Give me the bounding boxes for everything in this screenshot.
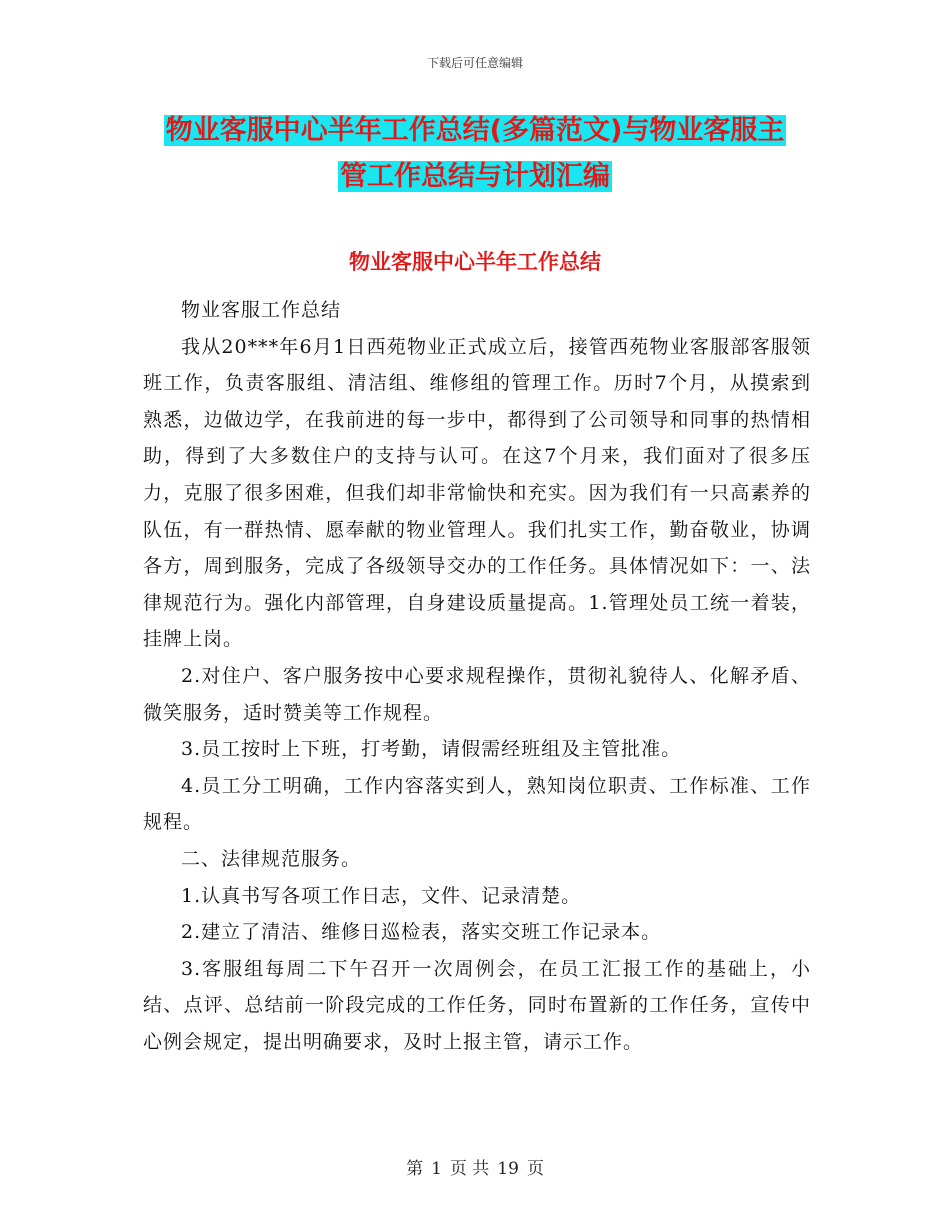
paragraph: 1.认真书写各项工作日志，文件、记录清楚。 bbox=[181, 884, 582, 907]
page-suffix: 页 bbox=[526, 1159, 544, 1179]
paragraph: 3.员工按时上下班，打考勤，请假需经班组及主管批准。 bbox=[181, 738, 682, 761]
paragraph: 4.员工分工明确，工作内容落实到人，熟知岗位职责、工作标准、工作规程。 bbox=[143, 774, 811, 834]
total-pages: 19 bbox=[497, 1159, 519, 1179]
paragraph: 物业客服工作总结 bbox=[181, 299, 342, 321]
title-line-1: 物业客服中心半年工作总结(多篇范文)与物业客服主 bbox=[165, 115, 785, 146]
paragraph: 二、法律规范服务。 bbox=[181, 847, 362, 870]
paragraph: 2.建立了清洁、维修日巡检表，落实交班工作记录本。 bbox=[181, 921, 662, 944]
paragraph: 2.对住户、客户服务按中心要求规程操作，贯彻礼貌待人、化解矛盾、微笑服务，适时赞美等工作规程。 bbox=[143, 664, 811, 724]
title-line-2: 管工作总结与计划汇编 bbox=[340, 161, 610, 192]
paragraph: 3.客服组每周二下午召开一次周例会，在员工汇报工作的基础上，小结、点评、总结前一阶段完成的工作任务，同时布置新的工作任务，宣传中心例会规定，提出明确要求，及时上报主管，请示工作。 bbox=[143, 957, 811, 1053]
document-body bbox=[143, 292, 811, 1060]
page-number: 1 bbox=[431, 1159, 442, 1179]
paragraph: 我从20***年6月1日西苑物业正式成立后，接管西苑物业客服部客服领班工作，负责客服组、清洁组、维修组的管理工作。历时7个月，从摸索到熟悉，边做边学，在我前进的每一步中，都得到了公司领导和同事的热情相助，得到了大多数住户的支持与认可。在这7个月来，我们面对了很多压力，克服了很多困难，但我们却非常愉快和充实。因为我们有一只高素养的队伍，有一群热情、愿奉献的物业管理人。我们扎实工作，勤奋敬业，协调各方，周到服务，完成了各级领导交办的工作任务。具体情况如下：一、法律规范行为。强化内部管理，自身建设质量提高。1.管理处员工统一着装，挂牌上岗。 bbox=[143, 335, 811, 651]
page-prefix: 第 bbox=[406, 1159, 424, 1179]
page-footer bbox=[0, 1154, 950, 1179]
page-mid: 页 共 bbox=[449, 1159, 490, 1179]
document-title bbox=[140, 108, 810, 200]
header-note: 下载后可任意编辑 bbox=[426, 56, 523, 70]
section-title: 物业客服中心半年工作总结 bbox=[349, 250, 601, 274]
